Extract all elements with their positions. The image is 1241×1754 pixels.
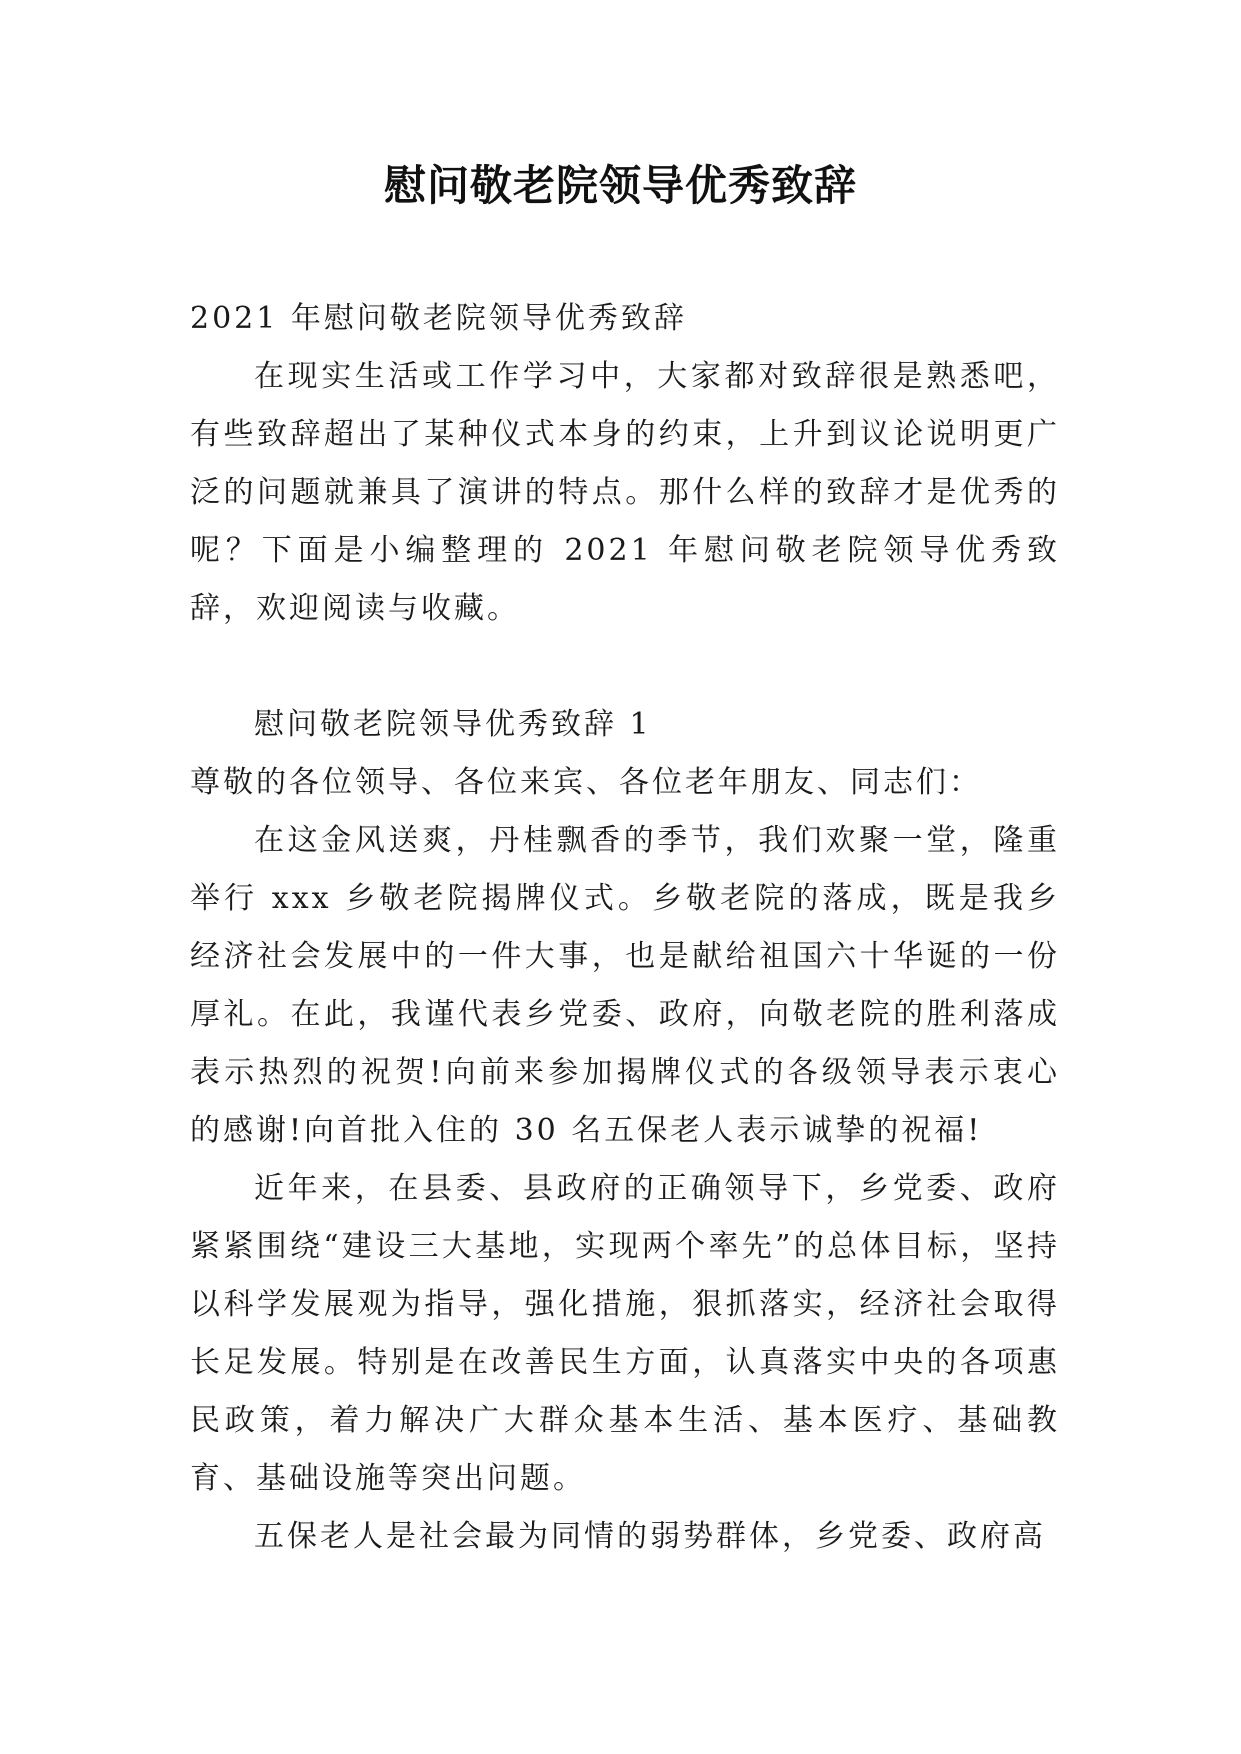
intro-paragraph: 在现实生活或工作学习中，大家都对致辞很是熟悉吧，有些致辞超出了某种仪式本身的约束，上升到议论说明更广泛的问题就兼具了演讲的特点。那什么样的致辞才是优秀的呢？下面是小编整理的 2021 年慰问敬老院领导优秀致辞，欢迎阅读与收藏。 (190, 359, 1060, 626)
body-paragraph-2: 近年来，在县委、县政府的正确领导下，乡党委、政府紧紧围绕“建设三大基地，实现两个率先”的总体目标，坚持以科学发展观为指导，强化措施，狠抓落实，经济社会取得长足发展。特别是在改善民生方面，认真落实中央的各项惠民政策，着力解决广大群众基本生活、基本医疗、基础教育、基础设施等突出问题。 (190, 1171, 1060, 1496)
document-body (190, 290, 1060, 1566)
section-title: 慰问敬老院领导优秀致辞 1 (254, 707, 652, 742)
document-title: 慰问敬老院领导优秀致辞 (383, 161, 857, 210)
salutation: 尊敬的各位领导、各位来宾、各位老年朋友、同志们： (190, 765, 982, 800)
document-heading: 2021 年慰问敬老院领导优秀致辞 (190, 301, 687, 336)
body-paragraph-1: 在这金风送爽，丹桂飘香的季节，我们欢聚一堂，隆重举行 xxx 乡敬老院揭牌仪式。乡敬老院的落成，既是我乡经济社会发展中的一件大事，也是献给祖国六十华诞的一份厚礼。在此，我谨代表乡党委、政府，向敬老院的胜利落成表示热烈的祝贺!向前来参加揭牌仪式的各级领导表示衷心的感谢!向首批入住的 30 名五保老人表示诚挚的祝福! (190, 823, 1060, 1148)
body-paragraph-3: 五保老人是社会最为同情的弱势群体，乡党委、政府高 (254, 1519, 1046, 1554)
